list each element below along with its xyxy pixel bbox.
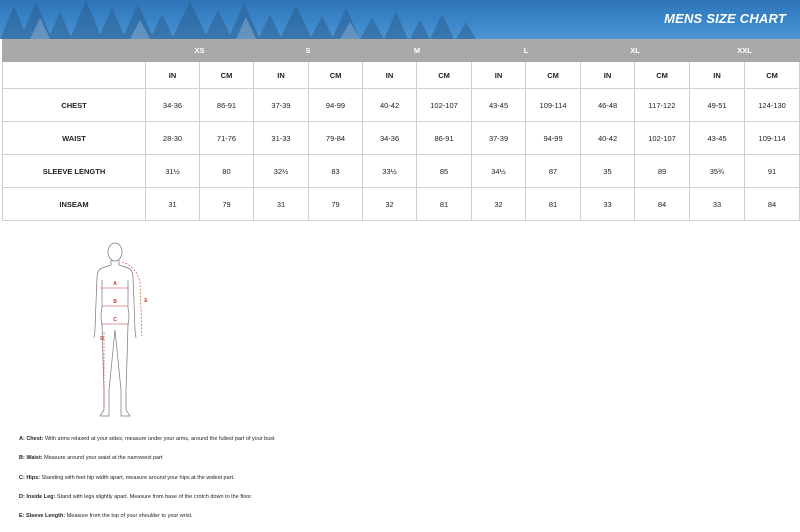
table-cell: 86-91 (200, 89, 254, 122)
table-cell: 109-114 (745, 122, 800, 155)
size-header-s: S (254, 40, 363, 62)
unit-header-row (3, 62, 800, 89)
note-text: Measure around your waist at the narrowest part (42, 455, 163, 462)
body-outline (94, 243, 136, 416)
unit-header-cm: CM (309, 62, 363, 89)
unit-header-blank (3, 62, 146, 89)
table-cell: 71-76 (200, 122, 254, 155)
table-row-chest (3, 89, 800, 122)
table-cell: 43-45 (690, 122, 745, 155)
table-cell: 117-122 (635, 89, 690, 122)
table-cell: 37-39 (472, 122, 526, 155)
size-header-xs: XS (146, 40, 254, 62)
table-cell: 81 (526, 188, 581, 221)
table-cell: 31 (146, 188, 200, 221)
note-sleeve-length (19, 513, 719, 532)
marker-c: C (113, 317, 117, 323)
table-cell: 32 (363, 188, 417, 221)
table-cell: 79 (309, 188, 363, 221)
table-cell: 35 (581, 155, 635, 188)
table-cell: 28-30 (146, 122, 200, 155)
table-cell: 37-39 (254, 89, 309, 122)
table-cell: 40-42 (363, 89, 417, 122)
measurement-notes (19, 436, 719, 532)
note-text: Measure from the top of your shoulder to your wrist. (65, 513, 193, 520)
table-cell: 89 (635, 155, 690, 188)
note-text: With arms relaxed at your sides, measure under your arms, around the fullest part of your bust (43, 436, 275, 442)
header-banner (0, 0, 800, 39)
table-cell: 32½ (254, 155, 309, 188)
size-header-xl: XL (581, 40, 690, 62)
table-cell: 91 (745, 155, 800, 188)
table-row-inseam (3, 188, 800, 221)
note-key: E: Sleeve Length: (19, 513, 66, 520)
table-cell: 94-99 (309, 89, 363, 122)
row-label: INSEAM (3, 188, 146, 221)
row-label: SLEEVE LENGTH (3, 155, 146, 188)
marker-e: E (144, 298, 148, 304)
table-row-sleeve-length (3, 155, 800, 188)
size-header-l: L (472, 40, 581, 62)
size-chart-table (2, 39, 800, 221)
table-cell: 31½ (146, 155, 200, 188)
table-cell: 94-99 (526, 122, 581, 155)
table-cell: 109-114 (526, 89, 581, 122)
table-cell: 31-33 (254, 122, 309, 155)
table-cell: 87 (526, 155, 581, 188)
table-cell: 31 (254, 188, 309, 221)
unit-header-in: IN (472, 62, 526, 89)
table-cell: 33 (690, 188, 745, 221)
table-cell: 33½ (363, 155, 417, 188)
marker-a: A (113, 281, 117, 287)
table-cell: 49-51 (690, 89, 745, 122)
note-key: D: Inside Leg: (19, 493, 56, 500)
note-text: Standing with feet hip width apart, measure around your hips at the widest part. (40, 474, 235, 481)
unit-header-in: IN (363, 62, 417, 89)
table-cell: 102-107 (635, 122, 690, 155)
table-cell: 84 (635, 188, 690, 221)
marker-b: B (113, 299, 117, 305)
body-measurement-figure (80, 240, 160, 425)
unit-header-cm: CM (417, 62, 472, 89)
unit-header-cm: CM (526, 62, 581, 89)
table-cell: 85 (417, 155, 472, 188)
table-cell: 33 (581, 188, 635, 221)
table-cell: 83 (309, 155, 363, 188)
table-cell: 79-84 (309, 122, 363, 155)
row-label: CHEST (3, 89, 146, 122)
unit-header-cm: CM (200, 62, 254, 89)
table-cell: 102-107 (417, 89, 472, 122)
table-row-waist (3, 122, 800, 155)
table-cell: 34-36 (146, 89, 200, 122)
table-cell: 86-91 (417, 122, 472, 155)
unit-header-cm: CM (745, 62, 800, 89)
unit-header-cm: CM (635, 62, 690, 89)
table-cell: 34½ (472, 155, 526, 188)
table-cell: 84 (745, 188, 800, 221)
table-cell: 81 (417, 188, 472, 221)
note-hips (19, 475, 719, 494)
note-key: A: Chest: (19, 436, 44, 442)
note-text: Stand with legs slightly apart. Measure from base of the crotch down to the floor. (55, 493, 253, 500)
size-header-xxl: XXL (690, 40, 800, 62)
unit-header-in: IN (254, 62, 309, 89)
note-inside-leg (19, 494, 719, 513)
size-header-m: M (363, 40, 472, 62)
unit-header-in: IN (690, 62, 745, 89)
unit-header-in: IN (581, 62, 635, 89)
table-cell: 40-42 (581, 122, 635, 155)
table-cell: 43-45 (472, 89, 526, 122)
table-cell: 79 (200, 188, 254, 221)
size-header-row (3, 40, 800, 62)
note-waist (19, 455, 719, 474)
unit-header-in: IN (146, 62, 200, 89)
row-label: WAIST (3, 122, 146, 155)
table-cell: 35¾ (690, 155, 745, 188)
note-key: C: Hips: (19, 474, 41, 481)
marker-d: D (100, 336, 104, 342)
page-title: MENS SIZE CHART (664, 11, 786, 26)
note-key: B: Waist: (19, 455, 43, 462)
note-chest (19, 436, 719, 455)
table-cell: 34-36 (363, 122, 417, 155)
table-cell: 46-48 (581, 89, 635, 122)
table-cell: 80 (200, 155, 254, 188)
table-cell: 32 (472, 188, 526, 221)
size-header-blank (3, 40, 146, 62)
table-cell: 124-130 (745, 89, 800, 122)
